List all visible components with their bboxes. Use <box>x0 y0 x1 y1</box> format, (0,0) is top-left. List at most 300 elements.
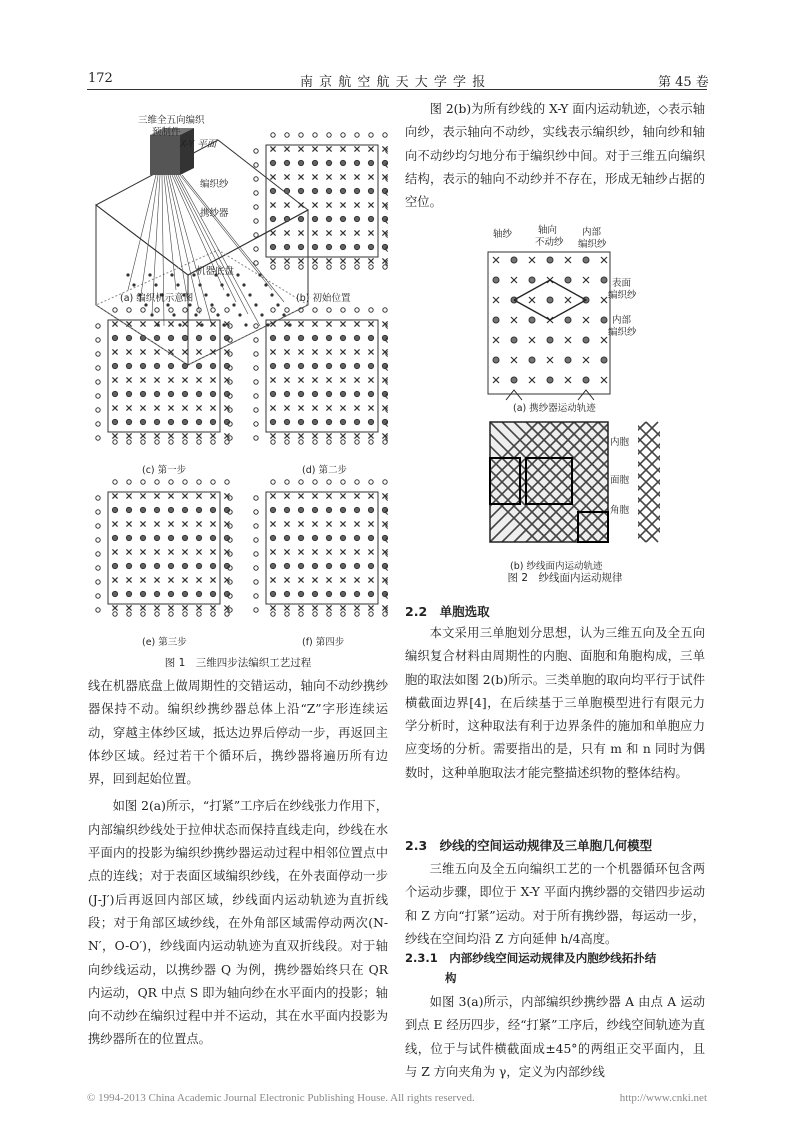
edge-carrier <box>313 265 317 269</box>
edge-carrier <box>96 594 100 598</box>
axial-carrier-dot <box>196 563 201 568</box>
edge-carrier <box>271 440 275 444</box>
clip-mask-left <box>470 412 490 552</box>
axial-carrier-dot <box>140 363 145 368</box>
edge-carrier <box>254 352 258 356</box>
axial-carrier-dot <box>168 591 173 596</box>
axial-carrier-dot <box>168 363 173 368</box>
edge-carrier <box>155 612 159 616</box>
axial-carrier-dot <box>326 335 331 340</box>
chassis-carrier <box>210 303 213 306</box>
axial-carrier-dot <box>126 391 131 396</box>
axial-carrier-dot <box>154 507 159 512</box>
edge-carrier <box>299 265 303 269</box>
edge-carrier <box>271 265 275 269</box>
edge-carrier <box>254 163 258 167</box>
axial-carrier-dot <box>210 507 215 512</box>
axial-carrier-dot <box>354 244 359 249</box>
chassis-carrier <box>216 313 219 316</box>
machine-bed-outline <box>266 320 378 432</box>
edge-carrier <box>254 394 258 398</box>
axial-carrier-dot <box>284 507 289 512</box>
axial-carrier-dot <box>140 419 145 424</box>
axial-carrier-dot <box>154 535 159 540</box>
axial-carrier-dot <box>270 160 275 165</box>
axial-carrier-dot <box>354 419 359 424</box>
edge-carrier <box>254 247 258 251</box>
axial-carrier-dot <box>326 363 331 368</box>
axial-carrier-dot <box>284 535 289 540</box>
axial-carrier-dot <box>368 363 373 368</box>
section-2-3-heading: 2.3 纱线的空间运动规律及三单胞几何模型 <box>405 838 653 853</box>
section-2-2-paragraph: 本文采用三单胞划分思想，认为三维五向及全五向编织复合材料由周期性的内胞、面胞和角胞构成，三单胞的取法如图 2(b)所示。三类单胞的取向均平行于试件横截面边界[4]，在后续基于三单胞模型进行有限元力学分析时，这种取法有利于边界条件的施加和单胞应力应变场的分析。需要指出的是，只有 m 和 n 同时为偶数时，这种单胞取法才能完整描述织物的整体结构。 <box>405 626 705 780</box>
section-2-3-1-text <box>405 991 705 1084</box>
axial-carrier-dot <box>154 591 159 596</box>
edge-carrier <box>313 133 317 137</box>
axial-carrier-dot <box>312 563 317 568</box>
axial-carrier-dot <box>326 391 331 396</box>
edge-carrier <box>355 308 359 312</box>
axial-carrier-dot <box>601 357 607 363</box>
axial-carrier-dot <box>354 507 359 512</box>
chassis-carrier <box>238 313 241 316</box>
axial-carrier-dot <box>340 563 345 568</box>
axial-carrier-dot <box>547 377 553 383</box>
axial-carrier-dot <box>154 363 159 368</box>
axial-carrier-dot <box>354 563 359 568</box>
figure-1-caption: 图 1 三维四步法编织工艺过程 <box>164 657 312 669</box>
fig2-label-corner-cell: 角胞 <box>610 505 630 516</box>
edge-carrier <box>155 480 159 484</box>
chassis-carrier <box>282 313 285 316</box>
edge-carrier <box>254 219 258 223</box>
axial-carrier-dot <box>368 591 373 596</box>
edge-carrier <box>271 133 275 137</box>
fig1-subcaption-d: (d) 第二步 <box>302 465 347 476</box>
edge-carrier <box>113 308 117 312</box>
axial-carrier-dot <box>284 563 289 568</box>
axial-carrier-dot <box>182 335 187 340</box>
chassis-carrier <box>260 313 263 316</box>
axial-carrier-dot <box>340 244 345 249</box>
edge-carrier <box>285 133 289 137</box>
axial-carrier-dot <box>312 188 317 193</box>
edge-carrier <box>355 265 359 269</box>
edge-carrier <box>113 612 117 616</box>
edge-carrier <box>96 422 100 426</box>
braiding-machine-schematic <box>96 128 308 365</box>
axial-carrier-dot <box>270 563 275 568</box>
edge-carrier <box>155 440 159 444</box>
axial-carrier-dot <box>168 535 173 540</box>
axial-carrier-dot <box>168 563 173 568</box>
edge-carrier <box>254 552 258 556</box>
axial-carrier-dot <box>326 188 331 193</box>
axial-carrier-dot <box>312 535 317 540</box>
axial-carrier-dot <box>168 391 173 396</box>
axial-carrier-dot <box>326 563 331 568</box>
chassis-carrier <box>150 313 153 316</box>
braiding-yarn-line <box>164 175 176 290</box>
fig2-subcaption-a: (a) 携纱器运动轨迹 <box>513 403 596 414</box>
edge-carrier <box>313 480 317 484</box>
section-2-2-heading: 2.2 单胞选取 <box>405 604 490 619</box>
edge-carrier <box>211 480 215 484</box>
axial-carrier-dot <box>284 244 289 249</box>
chassis-carrier <box>132 283 135 286</box>
axial-carrier-dot <box>312 244 317 249</box>
edge-carrier <box>96 352 100 356</box>
machine-bed-outline <box>266 492 378 604</box>
axial-carrier-dot <box>326 244 331 249</box>
edge-carrier <box>155 308 159 312</box>
fig1-subcaption-c: (c) 第一步 <box>142 465 187 476</box>
chassis-carrier <box>270 293 273 296</box>
edge-carrier <box>113 480 117 484</box>
axial-carrier-dot <box>284 363 289 368</box>
edge-carrier <box>254 608 258 612</box>
chassis-carrier <box>172 313 175 316</box>
edge-carrier <box>299 133 303 137</box>
edge-carrier <box>211 440 215 444</box>
machine-bed-outline <box>108 320 220 432</box>
edge-carrier <box>327 308 331 312</box>
edge-carrier <box>254 366 258 370</box>
fig2-label-surface-1: 表面 <box>612 278 632 289</box>
axial-carrier-dot <box>601 277 607 283</box>
edge-carrier <box>183 308 187 312</box>
axial-carrier-dot <box>140 591 145 596</box>
edge-carrier <box>341 133 345 137</box>
axial-carrier-dot <box>154 563 159 568</box>
edge-carrier <box>96 608 100 612</box>
axial-carrier-dot <box>368 419 373 424</box>
edge-carrier <box>327 440 331 444</box>
axial-carrier-dot <box>270 535 275 540</box>
axial-carrier-dot <box>270 188 275 193</box>
edge-carrier <box>127 440 131 444</box>
fig2-subcaption-b: (b) 纱线面内运动轨迹 <box>510 561 603 572</box>
axial-carrier-dot <box>326 160 331 165</box>
corner-path <box>578 390 594 400</box>
axial-carrier-dot <box>210 363 215 368</box>
edge-carrier <box>285 308 289 312</box>
chassis-carrier <box>198 283 201 286</box>
axial-carrier-dot <box>312 335 317 340</box>
edge-carrier <box>96 496 100 500</box>
axial-carrier-dot <box>340 419 345 424</box>
edge-carrier <box>254 177 258 181</box>
axial-carrier-dot <box>154 419 159 424</box>
axial-carrier-dot <box>298 563 303 568</box>
edge-carrier <box>96 380 100 384</box>
footer-url: http://www.cnki.net <box>619 1092 707 1104</box>
axial-carrier-dot <box>511 377 517 383</box>
axial-carrier-dot <box>354 535 359 540</box>
axial-carrier-dot <box>182 507 187 512</box>
edge-carrier <box>341 480 345 484</box>
edge-carrier <box>96 538 100 542</box>
axial-carrier-dot <box>112 563 117 568</box>
machine-bed-outline <box>266 145 378 257</box>
figure-2 <box>470 222 660 572</box>
edge-carrier <box>183 612 187 616</box>
edge-carrier <box>369 612 373 616</box>
axial-carrier-dot <box>298 591 303 596</box>
axial-carrier-dot <box>182 419 187 424</box>
fig2-label-corner-1: 内部 <box>612 315 632 326</box>
axial-carrier-dot <box>182 591 187 596</box>
axial-carrier-dot <box>340 335 345 340</box>
edge-carrier <box>254 191 258 195</box>
fig2-label-fixed-1: 轴向 <box>538 225 558 236</box>
edge-carrier <box>96 324 100 328</box>
fig2-label-surface-2: 编织纱 <box>608 290 637 301</box>
axial-carrier-dot <box>298 335 303 340</box>
chassis-carrier <box>276 303 279 306</box>
axial-carrier-dot <box>196 535 201 540</box>
axial-carrier-dot <box>583 337 589 343</box>
edge-carrier <box>355 480 359 484</box>
axial-carrier-dot <box>196 419 201 424</box>
fig2-label-axial: 轴纱 <box>493 229 513 240</box>
edge-carrier <box>141 308 145 312</box>
carrier-trajectory-outline <box>488 252 610 394</box>
edge-carrier <box>254 149 258 153</box>
axial-carrier-dot <box>196 391 201 396</box>
fig2-label-fixed-2: 不动纱 <box>535 237 564 248</box>
chassis-carrier <box>232 303 235 306</box>
edge-carrier <box>254 538 258 542</box>
clip-mask-bottom <box>490 542 608 554</box>
chassis-carrier <box>154 283 157 286</box>
axial-carrier-dot <box>126 563 131 568</box>
edge-carrier <box>183 480 187 484</box>
axial-carrier-dot <box>196 591 201 596</box>
volume-number: 第 45 卷 <box>658 75 709 90</box>
axial-carrier-dot <box>284 216 289 221</box>
edge-carrier <box>127 612 131 616</box>
edge-carrier <box>254 594 258 598</box>
axial-carrier-dot <box>547 337 553 343</box>
axial-carrier-dot <box>565 357 571 363</box>
section-2-2-text <box>405 622 705 785</box>
axial-carrier-dot <box>354 216 359 221</box>
edge-carrier <box>341 612 345 616</box>
edge-carrier <box>341 308 345 312</box>
fig1-subcaption-a: (a) 编织机示意图 <box>120 293 194 304</box>
chassis-carrier <box>264 283 267 286</box>
fig1-label-chassis: 机器底盘 <box>196 266 235 277</box>
edge-carrier <box>299 612 303 616</box>
axial-carrier-dot <box>368 188 373 193</box>
edge-carrier <box>211 612 215 616</box>
section-2-3-1-heading-line2: 构 <box>445 971 457 985</box>
axial-carrier-dot <box>493 317 499 323</box>
axial-carrier-dot <box>354 188 359 193</box>
edge-carrier <box>383 440 387 444</box>
chassis-carrier <box>258 273 261 276</box>
edge-carrier <box>225 308 229 312</box>
axial-carrier-dot <box>547 257 553 263</box>
axial-carrier-dot <box>168 419 173 424</box>
axial-carrier-dot <box>312 391 317 396</box>
axial-carrier-dot <box>493 357 499 363</box>
axial-carrier-dot <box>298 363 303 368</box>
braiding-yarn-line <box>140 175 158 302</box>
axial-carrier-dot <box>210 391 215 396</box>
edge-carrier <box>96 566 100 570</box>
axial-carrier-dot <box>298 188 303 193</box>
edge-carrier <box>285 440 289 444</box>
axial-carrier-dot <box>312 507 317 512</box>
axial-carrier-dot <box>126 363 131 368</box>
axial-carrier-dot <box>140 563 145 568</box>
edge-carrier <box>254 338 258 342</box>
axial-carrier-dot <box>112 391 117 396</box>
axial-carrier-dot <box>154 391 159 396</box>
edge-carrier <box>355 133 359 137</box>
fig1-label-preform: 三维全五向编织 <box>138 115 205 126</box>
edge-carrier <box>383 265 387 269</box>
edge-carrier <box>113 440 117 444</box>
axial-carrier-dot <box>298 216 303 221</box>
axial-carrier-dot <box>368 160 373 165</box>
machine-bed-outline <box>108 492 220 604</box>
edge-carrier <box>341 265 345 269</box>
axial-carrier-dot <box>298 244 303 249</box>
edge-carrier <box>369 265 373 269</box>
axial-carrier-dot <box>126 535 131 540</box>
edge-carrier <box>96 394 100 398</box>
chassis-carrier <box>178 323 181 326</box>
edge-carrier <box>313 308 317 312</box>
axial-carrier-dot <box>298 160 303 165</box>
axial-carrier-dot <box>112 507 117 512</box>
axial-carrier-dot <box>312 216 317 221</box>
axial-carrier-dot <box>340 535 345 540</box>
edge-carrier <box>254 233 258 237</box>
fig2-label-inner-2: 编织纱 <box>578 239 607 250</box>
edge-carrier <box>169 440 173 444</box>
axial-carrier-dot <box>168 335 173 340</box>
axial-carrier-dot <box>270 419 275 424</box>
axial-carrier-dot <box>354 591 359 596</box>
axial-carrier-dot <box>354 335 359 340</box>
axial-carrier-dot <box>210 591 215 596</box>
axial-carrier-dot <box>340 391 345 396</box>
edge-carrier <box>254 580 258 584</box>
edge-carrier <box>327 612 331 616</box>
axial-carrier-dot <box>326 535 331 540</box>
edge-carrier <box>285 612 289 616</box>
left-paragraph-2: 如图 2(a)所示，“打紧”工序后在纱线张力作用下，内部编织纱线处于拉伸状态而保持直线走向，纱线在水平面内的投影为编织纱携纱器运动过程中相邻位置点中点的连线；对于表面区域编织纱线，在外表面停动一步(J-J′)后再返回内部区域，纱线面内运动轨迹为直折线段；对于角部区域纱线，在外角部区域需停动两次(N-N′，O-O′)，纱线面内运动轨迹为直双折线段。对于轴向纱线运动，以携纱器 Q 为例，携纱器始终只在 QR 内运动，QR 中点 S 即为轴向纱在水平面内的投影；轴向不动纱在编织过程中并不运动，其在水平面内投影为携纱器所在的位置点。 <box>88 799 388 1047</box>
header-rule <box>87 89 707 90</box>
fig1-label-preform-2: 预制件 <box>152 127 181 138</box>
axial-carrier-dot <box>601 317 607 323</box>
left-column-text <box>88 675 388 1052</box>
axial-carrier-dot <box>112 419 117 424</box>
figure-2-caption: 图 2 纱线面内运动规律 <box>507 572 623 584</box>
axial-carrier-dot <box>140 335 145 340</box>
edge-carrier <box>383 480 387 484</box>
figure-1 <box>88 100 388 670</box>
axial-carrier-dot <box>511 337 517 343</box>
edge-carrier <box>96 552 100 556</box>
axial-carrier-dot <box>182 363 187 368</box>
chassis-carrier <box>220 283 223 286</box>
chassis-carrier <box>148 273 151 276</box>
edge-carrier <box>254 496 258 500</box>
edge-carrier <box>327 265 331 269</box>
chassis-carrier <box>170 273 173 276</box>
axial-carrier-dot <box>511 257 517 263</box>
axial-carrier-dot <box>270 363 275 368</box>
axial-carrier-dot <box>340 363 345 368</box>
section-2-3-1-paragraph: 如图 3(a)所示，内部编织纱携纱器 A 由点 A 运动到点 E 经历四步，经“打紧”工序后，纱线空间轨迹为直线，位于与试件横截面成±45°的两组正交平面内，且与 Z 方向夹角为 γ，定义为内部纱线 <box>405 995 705 1079</box>
edge-carrier <box>369 440 373 444</box>
axial-carrier-dot <box>326 216 331 221</box>
axial-carrier-dot <box>112 335 117 340</box>
axial-carrier-dot <box>196 507 201 512</box>
chassis-carrier <box>126 273 129 276</box>
edge-carrier <box>327 480 331 484</box>
axial-carrier-dot <box>112 363 117 368</box>
axial-carrier-dot <box>210 535 215 540</box>
axial-carrier-dot <box>270 507 275 512</box>
axial-carrier-dot <box>140 535 145 540</box>
axial-carrier-dot <box>547 297 553 303</box>
braiding-yarn-line <box>174 175 236 302</box>
axial-carrier-dot <box>298 535 303 540</box>
edge-carrier <box>254 261 258 265</box>
chassis-carrier <box>194 313 197 316</box>
axial-carrier-dot <box>340 216 345 221</box>
right-column-top-text <box>405 98 705 214</box>
edge-carrier <box>254 566 258 570</box>
axial-carrier-dot <box>284 391 289 396</box>
axial-carrier-dot <box>182 535 187 540</box>
edge-carrier <box>96 436 100 440</box>
axial-carrier-dot <box>284 335 289 340</box>
axial-carrier-dot <box>182 391 187 396</box>
edge-carrier <box>285 480 289 484</box>
axial-carrier-dot <box>529 317 535 323</box>
journal-title: 南 京 航 空 航 天 大 学 学 报 <box>300 75 487 90</box>
fig2-label-inner-1: 内部 <box>582 227 602 238</box>
edge-carrier <box>141 612 145 616</box>
axial-carrier-dot <box>270 335 275 340</box>
axial-carrier-dot <box>270 591 275 596</box>
axial-carrier-dot <box>298 419 303 424</box>
chassis-carrier <box>248 293 251 296</box>
edge-carrier <box>254 408 258 412</box>
axial-carrier-dot <box>168 507 173 512</box>
axial-carrier-dot <box>583 377 589 383</box>
axial-carrier-dot <box>140 391 145 396</box>
axial-carrier-dot <box>354 363 359 368</box>
edge-carrier <box>383 612 387 616</box>
section-2-3-1-heading <box>405 948 705 988</box>
edge-carrier <box>369 308 373 312</box>
edge-carrier <box>341 440 345 444</box>
edge-carrier <box>211 308 215 312</box>
figure-2-graphic <box>470 222 660 572</box>
fig2-label-corner-2: 编织纱 <box>608 327 637 338</box>
page-number: 172 <box>88 71 113 86</box>
edge-carrier <box>169 480 173 484</box>
axial-carrier-dot <box>326 591 331 596</box>
